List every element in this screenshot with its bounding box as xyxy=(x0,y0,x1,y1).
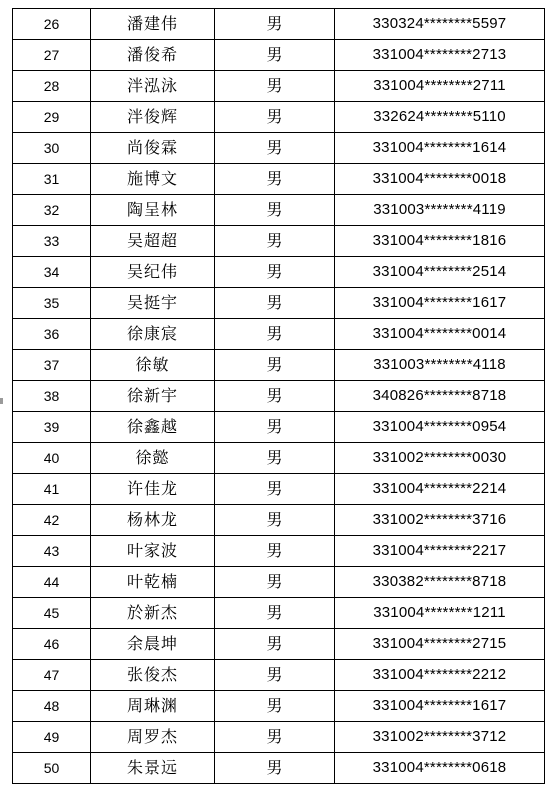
id-number-cell: 331003********4118 xyxy=(335,350,545,381)
id-number-cell: 330382********8718 xyxy=(335,567,545,598)
name-cell: 潘建伟 xyxy=(91,9,215,40)
id-number-cell: 331004********2713 xyxy=(335,40,545,71)
name-cell: 徐懿 xyxy=(91,443,215,474)
id-number-cell: 340826********8718 xyxy=(335,381,545,412)
row-number-cell: 37 xyxy=(13,350,91,381)
table-row xyxy=(13,102,545,133)
row-number-cell: 49 xyxy=(13,722,91,753)
row-number-cell: 46 xyxy=(13,629,91,660)
id-number-cell: 331004********1614 xyxy=(335,133,545,164)
row-number-cell: 29 xyxy=(13,102,91,133)
row-number-cell: 45 xyxy=(13,598,91,629)
gender-cell: 男 xyxy=(215,195,335,226)
table-row xyxy=(13,288,545,319)
id-number-cell: 331004********1211 xyxy=(335,598,545,629)
table-row xyxy=(13,412,545,443)
gender-cell: 男 xyxy=(215,9,335,40)
table-row xyxy=(13,474,545,505)
name-cell: 杨林龙 xyxy=(91,505,215,536)
table-row xyxy=(13,567,545,598)
row-number-cell: 31 xyxy=(13,164,91,195)
id-number-cell: 331004********1617 xyxy=(335,691,545,722)
table-row xyxy=(13,722,545,753)
table-row xyxy=(13,71,545,102)
row-number-cell: 47 xyxy=(13,660,91,691)
name-cell: 吴超超 xyxy=(91,226,215,257)
id-number-cell: 330324********5597 xyxy=(335,9,545,40)
row-number-cell: 26 xyxy=(13,9,91,40)
table-row xyxy=(13,226,545,257)
gender-cell: 男 xyxy=(215,350,335,381)
gender-cell: 男 xyxy=(215,164,335,195)
row-number-cell: 38 xyxy=(13,381,91,412)
name-cell: 泮俊辉 xyxy=(91,102,215,133)
name-cell: 徐鑫越 xyxy=(91,412,215,443)
row-number-cell: 40 xyxy=(13,443,91,474)
table-row xyxy=(13,350,545,381)
row-number-cell: 48 xyxy=(13,691,91,722)
id-number-cell: 331004********0954 xyxy=(335,412,545,443)
gender-cell: 男 xyxy=(215,102,335,133)
name-cell: 余晨坤 xyxy=(91,629,215,660)
table-row xyxy=(13,133,545,164)
gender-cell: 男 xyxy=(215,133,335,164)
row-number-cell: 32 xyxy=(13,195,91,226)
roster-table xyxy=(12,8,545,784)
row-number-cell: 43 xyxy=(13,536,91,567)
roster-sheet xyxy=(12,8,544,784)
row-number-cell: 27 xyxy=(13,40,91,71)
gender-cell: 男 xyxy=(215,660,335,691)
name-cell: 徐敏 xyxy=(91,350,215,381)
id-number-cell: 331003********4119 xyxy=(335,195,545,226)
name-cell: 泮泓泳 xyxy=(91,71,215,102)
gender-cell: 男 xyxy=(215,226,335,257)
table-row xyxy=(13,505,545,536)
gender-cell: 男 xyxy=(215,443,335,474)
row-number-cell: 36 xyxy=(13,319,91,350)
gender-cell: 男 xyxy=(215,257,335,288)
id-number-cell: 331004********2212 xyxy=(335,660,545,691)
table-row xyxy=(13,257,545,288)
name-cell: 许佳龙 xyxy=(91,474,215,505)
id-number-cell: 331004********0618 xyxy=(335,753,545,784)
table-row xyxy=(13,598,545,629)
gender-cell: 男 xyxy=(215,691,335,722)
table-row xyxy=(13,381,545,412)
table-row xyxy=(13,536,545,567)
page-edge-mark xyxy=(0,398,3,404)
name-cell: 徐康宸 xyxy=(91,319,215,350)
name-cell: 徐新宇 xyxy=(91,381,215,412)
gender-cell: 男 xyxy=(215,71,335,102)
name-cell: 叶乾楠 xyxy=(91,567,215,598)
id-number-cell: 331004********2217 xyxy=(335,536,545,567)
table-row xyxy=(13,629,545,660)
table-row xyxy=(13,319,545,350)
row-number-cell: 34 xyxy=(13,257,91,288)
table-row xyxy=(13,9,545,40)
table-row xyxy=(13,195,545,226)
table-row xyxy=(13,691,545,722)
gender-cell: 男 xyxy=(215,505,335,536)
roster-table-body xyxy=(13,9,545,784)
row-number-cell: 44 xyxy=(13,567,91,598)
table-row xyxy=(13,753,545,784)
gender-cell: 男 xyxy=(215,598,335,629)
name-cell: 吴挺宇 xyxy=(91,288,215,319)
id-number-cell: 331004********2214 xyxy=(335,474,545,505)
row-number-cell: 42 xyxy=(13,505,91,536)
name-cell: 尚俊霖 xyxy=(91,133,215,164)
name-cell: 朱景远 xyxy=(91,753,215,784)
id-number-cell: 331004********2514 xyxy=(335,257,545,288)
table-row xyxy=(13,40,545,71)
id-number-cell: 331002********3716 xyxy=(335,505,545,536)
name-cell: 陶呈林 xyxy=(91,195,215,226)
id-number-cell: 332624********5110 xyxy=(335,102,545,133)
gender-cell: 男 xyxy=(215,381,335,412)
id-number-cell: 331004********2711 xyxy=(335,71,545,102)
name-cell: 施博文 xyxy=(91,164,215,195)
id-number-cell: 331004********1816 xyxy=(335,226,545,257)
gender-cell: 男 xyxy=(215,412,335,443)
row-number-cell: 39 xyxy=(13,412,91,443)
id-number-cell: 331004********0014 xyxy=(335,319,545,350)
gender-cell: 男 xyxy=(215,722,335,753)
row-number-cell: 30 xyxy=(13,133,91,164)
table-row xyxy=(13,164,545,195)
gender-cell: 男 xyxy=(215,40,335,71)
name-cell: 周琳渊 xyxy=(91,691,215,722)
row-number-cell: 50 xyxy=(13,753,91,784)
name-cell: 吴纪伟 xyxy=(91,257,215,288)
id-number-cell: 331002********3712 xyxy=(335,722,545,753)
gender-cell: 男 xyxy=(215,474,335,505)
id-number-cell: 331004********1617 xyxy=(335,288,545,319)
table-row xyxy=(13,443,545,474)
name-cell: 叶家波 xyxy=(91,536,215,567)
gender-cell: 男 xyxy=(215,629,335,660)
gender-cell: 男 xyxy=(215,536,335,567)
row-number-cell: 41 xyxy=(13,474,91,505)
gender-cell: 男 xyxy=(215,753,335,784)
name-cell: 潘俊希 xyxy=(91,40,215,71)
name-cell: 张俊杰 xyxy=(91,660,215,691)
row-number-cell: 35 xyxy=(13,288,91,319)
gender-cell: 男 xyxy=(215,319,335,350)
gender-cell: 男 xyxy=(215,567,335,598)
row-number-cell: 28 xyxy=(13,71,91,102)
id-number-cell: 331004********0018 xyxy=(335,164,545,195)
row-number-cell: 33 xyxy=(13,226,91,257)
id-number-cell: 331004********2715 xyxy=(335,629,545,660)
gender-cell: 男 xyxy=(215,288,335,319)
id-number-cell: 331002********0030 xyxy=(335,443,545,474)
name-cell: 於新杰 xyxy=(91,598,215,629)
table-row xyxy=(13,660,545,691)
name-cell: 周罗杰 xyxy=(91,722,215,753)
